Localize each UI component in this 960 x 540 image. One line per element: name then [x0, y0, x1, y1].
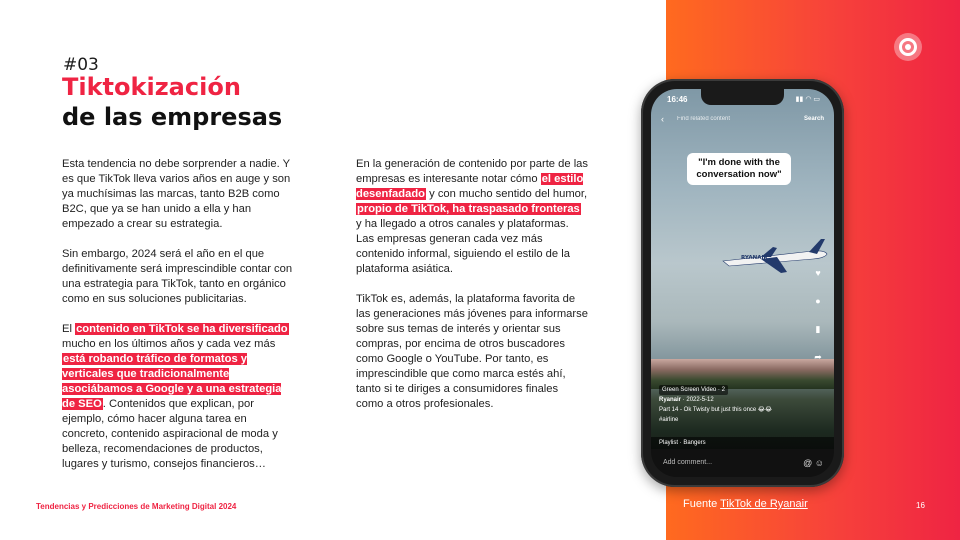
video-caption-bubble: "I'm done with the conversation now" — [687, 153, 791, 185]
paragraph: TikTok es, además, la plataforma favorita de las generaciones más jóvenes para informarse sobre sus temas de interés y orientar sus compras, por encima de otros buscadores como Google o YouTube. Por tanto, es imprescindible que como marca estés ahí, tanto si te diriges a consumidores finales como a otros profesionales. — [356, 293, 588, 410]
paragraph: Esta tendencia no debe sorprender a nadie. Y es que TikTok lleva varios años en auge y son ya muchísimas las marcas, tanto B2B como B2C, que ya se han unido a ella y han empezado a crear su estrategia. — [62, 158, 291, 230]
highlight: el estilo desenfadado — [356, 173, 584, 200]
text: El — [62, 323, 76, 335]
like-icon[interactable]: ♥ — [815, 268, 821, 278]
text-column-2 — [356, 157, 588, 427]
bookmark-icon[interactable]: ▮ — [815, 324, 821, 334]
highlight: contenido en TikTok se ha diversificado — [76, 323, 288, 335]
footer-title: Tendencias y Predicciones de Marketing Digital 2024 — [36, 502, 237, 511]
source-link[interactable]: TikTok de Ryanair — [720, 498, 808, 510]
page-title-line1: Tiktokización — [62, 73, 241, 101]
paragraph — [356, 157, 588, 277]
paragraph: Sin embargo, 2024 será el año en el que definitivamente será imprescindible contar con una estrategia para TikTok, tanto en orgánico como en sus soluciones publicitarias. — [62, 248, 293, 305]
page-title-line2: de las empresas — [62, 103, 283, 131]
back-icon[interactable]: ‹ — [661, 114, 664, 124]
author[interactable]: Ryanair — [659, 397, 682, 403]
logo-dot — [905, 44, 911, 50]
text: En la generación de contenido por parte de las empresas es interesante notar cómo — [356, 158, 588, 185]
paragraph — [62, 322, 294, 472]
brand-logo-icon — [894, 33, 922, 61]
mention-emoji-icons[interactable]: @ ☺ — [803, 458, 824, 468]
tiktok-screen — [651, 89, 834, 477]
section-number: #03 — [63, 55, 99, 75]
hashtag[interactable]: #airline — [659, 417, 679, 423]
share-icon[interactable]: ➦ — [814, 352, 822, 362]
phone-notch — [701, 89, 784, 105]
plane-brand: RYANAIR — [741, 255, 768, 261]
phone-mockup — [641, 79, 844, 487]
action-rail — [810, 259, 826, 371]
highlight: propio de TikTok, ha traspasado fronteras — [357, 203, 580, 215]
text: y con mucho sentido del humor, — [426, 188, 588, 200]
status-icons: ▮▮ ◠ ▭ — [795, 96, 820, 103]
author-line: Ryanair · 2022-5-12 — [659, 397, 714, 403]
text: y ha llegado a otros canales y plataformas. Las empresas generan cada vez más contenido informal, siguiendo el estilo de la plataforma asiática. — [356, 218, 570, 275]
search-input[interactable]: Find related content — [677, 116, 731, 122]
text: mucho en los últimos años y cada vez más — [62, 338, 276, 350]
playlist-bar[interactable]: Playlist · Bangers — [651, 437, 834, 449]
search-button[interactable]: Search — [803, 116, 824, 122]
comment-input[interactable]: Add comment... — [663, 459, 713, 466]
comment-bar[interactable] — [651, 449, 834, 477]
source-label: Fuente — [683, 498, 721, 510]
page-number: 16 — [916, 501, 925, 510]
status-time: 16:46 — [667, 95, 688, 104]
caption: Part 14 - Ok Twisty but just this once 😂😂 — [659, 407, 772, 413]
date: 2022-5-12 — [686, 397, 714, 403]
highlight: está robando tráfico de formatos y verticales que tradicionalmente asociábamos a Google y a una estrategia de SEO — [62, 353, 282, 410]
text-column-1 — [62, 157, 294, 487]
source-credit — [683, 498, 808, 510]
search-bar[interactable] — [661, 113, 824, 127]
comment-icon[interactable]: ● — [815, 296, 821, 306]
text: . Contenidos que explican, por ejemplo, cómo hacer alguna tarea en concreto, contenido aspiracional de moda y belleza, recomendaciones de productos, lugares y turismo, consejos financieros… — [62, 398, 278, 470]
green-screen-chip[interactable]: Green Screen Video · 2 — [659, 385, 799, 395]
video-info — [659, 385, 799, 425]
